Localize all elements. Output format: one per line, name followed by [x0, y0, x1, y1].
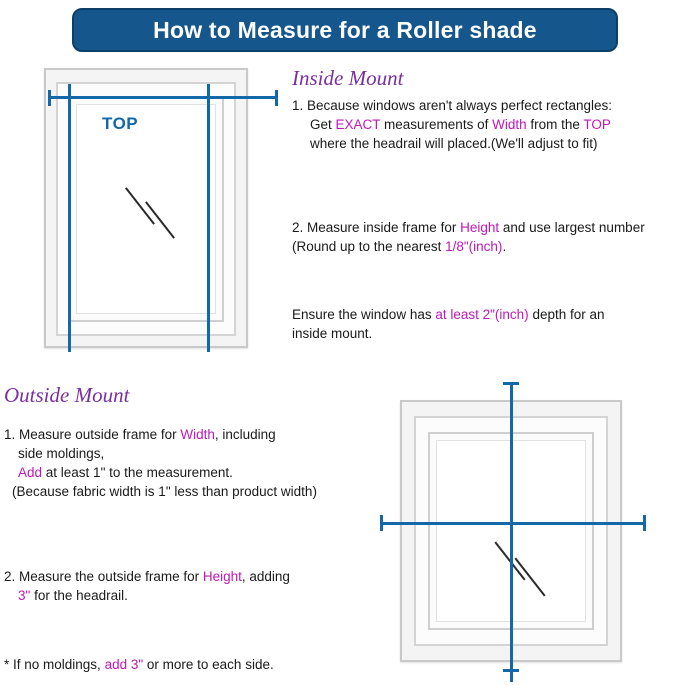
inside-mount-heading: Inside Mount	[292, 66, 404, 90]
inside-mount-step-2	[292, 218, 676, 256]
outside-mount-step-2	[4, 567, 334, 605]
outside-step2-line2-b: for the headrail.	[30, 588, 128, 603]
height-measure-line	[510, 382, 513, 682]
inside-depth-line1-a: Ensure the window has	[292, 307, 436, 322]
add-three-inch-keyword: add 3"	[104, 657, 144, 672]
width-keyword: Width	[180, 427, 215, 442]
outside-step1-line1-a: 1. Measure outside frame for	[4, 427, 181, 442]
height-keyword: Height	[202, 569, 242, 584]
inside-step1-line2-b: measurements of	[380, 117, 493, 132]
inside-depth-line1	[292, 305, 676, 324]
min-depth-keyword: at least 2"(inch)	[435, 307, 529, 322]
inside-step2-line1-b: and use largest number	[499, 220, 645, 235]
inside-step2-line2-b: .	[502, 239, 507, 254]
height-measure-line-right	[207, 84, 210, 352]
fraction-keyword: 1/8"(inch)	[445, 239, 503, 254]
footnote-b: or more to each side.	[143, 657, 274, 672]
headrail-allowance-keyword: 3"	[18, 588, 31, 603]
height-keyword: Height	[460, 220, 500, 235]
inside-step2-line1	[292, 218, 676, 237]
height-measure-endcap-bottom	[503, 669, 519, 672]
width-measure-line	[48, 96, 278, 99]
width-keyword: Width	[492, 117, 527, 132]
width-measure-endcap-left	[48, 90, 51, 106]
outside-step2-line1-b: , adding	[241, 569, 290, 584]
inside-step2-line2	[292, 237, 676, 256]
window-glass	[76, 104, 216, 314]
width-measure-line	[380, 522, 646, 525]
top-keyword: TOP	[583, 117, 611, 132]
inside-step1-line1: 1. Because windows aren't always perfect rectangles:	[292, 98, 612, 113]
inside-step1-line2-a: Get	[310, 117, 336, 132]
glass-glare-line-icon	[514, 557, 545, 596]
outside-step1-line1	[4, 425, 334, 444]
top-label: TOP	[102, 114, 139, 133]
width-measure-endcap-right	[275, 90, 278, 106]
outside-mount-heading: Outside Mount	[4, 383, 130, 407]
inside-step1-line3: where the headrail will placed.(We'll adjust to fit)	[310, 136, 598, 151]
footnote-a: * If no moldings,	[4, 657, 105, 672]
outside-step1-line3	[4, 463, 334, 482]
inside-mount-window-diagram	[10, 60, 278, 352]
outside-step1-line2: side moldings,	[18, 446, 105, 461]
inside-depth-line2: inside mount.	[292, 326, 373, 341]
outside-mount-footnote	[4, 655, 344, 674]
outside-step2-line2	[4, 586, 334, 605]
height-measure-line-left	[68, 84, 71, 352]
outside-step1-line4: (Because fabric width is 1" less than product width)	[12, 484, 317, 499]
exact-keyword: EXACT	[335, 117, 381, 132]
inside-mount-step-1	[292, 96, 676, 153]
outside-step2-line1	[4, 567, 334, 586]
inside-step1-line2-c: from the	[526, 117, 584, 132]
width-measure-endcap-left	[380, 515, 383, 531]
inside-step1-line2	[292, 115, 676, 134]
outside-mount-step-1	[4, 425, 334, 501]
page-title: How to Measure for a Roller shade	[153, 16, 537, 43]
inside-depth-line1-b: depth for an	[528, 307, 605, 322]
page-title-banner	[72, 8, 618, 52]
inside-mount-depth-note	[292, 305, 676, 343]
add-keyword: Add	[18, 465, 43, 480]
inside-step2-line1-a: 2. Measure inside frame for	[292, 220, 461, 235]
inside-step2-line2-a: (Round up to the nearest	[292, 239, 446, 254]
width-measure-endcap-right	[643, 515, 646, 531]
outside-step1-line1-b: , including	[214, 427, 276, 442]
outside-step1-line3-b: at least 1" to the measurement.	[42, 465, 233, 480]
outside-mount-window-diagram	[352, 372, 672, 682]
outside-step2-line1-a: 2. Measure the outside frame for	[4, 569, 203, 584]
height-measure-endcap-top	[503, 382, 519, 385]
